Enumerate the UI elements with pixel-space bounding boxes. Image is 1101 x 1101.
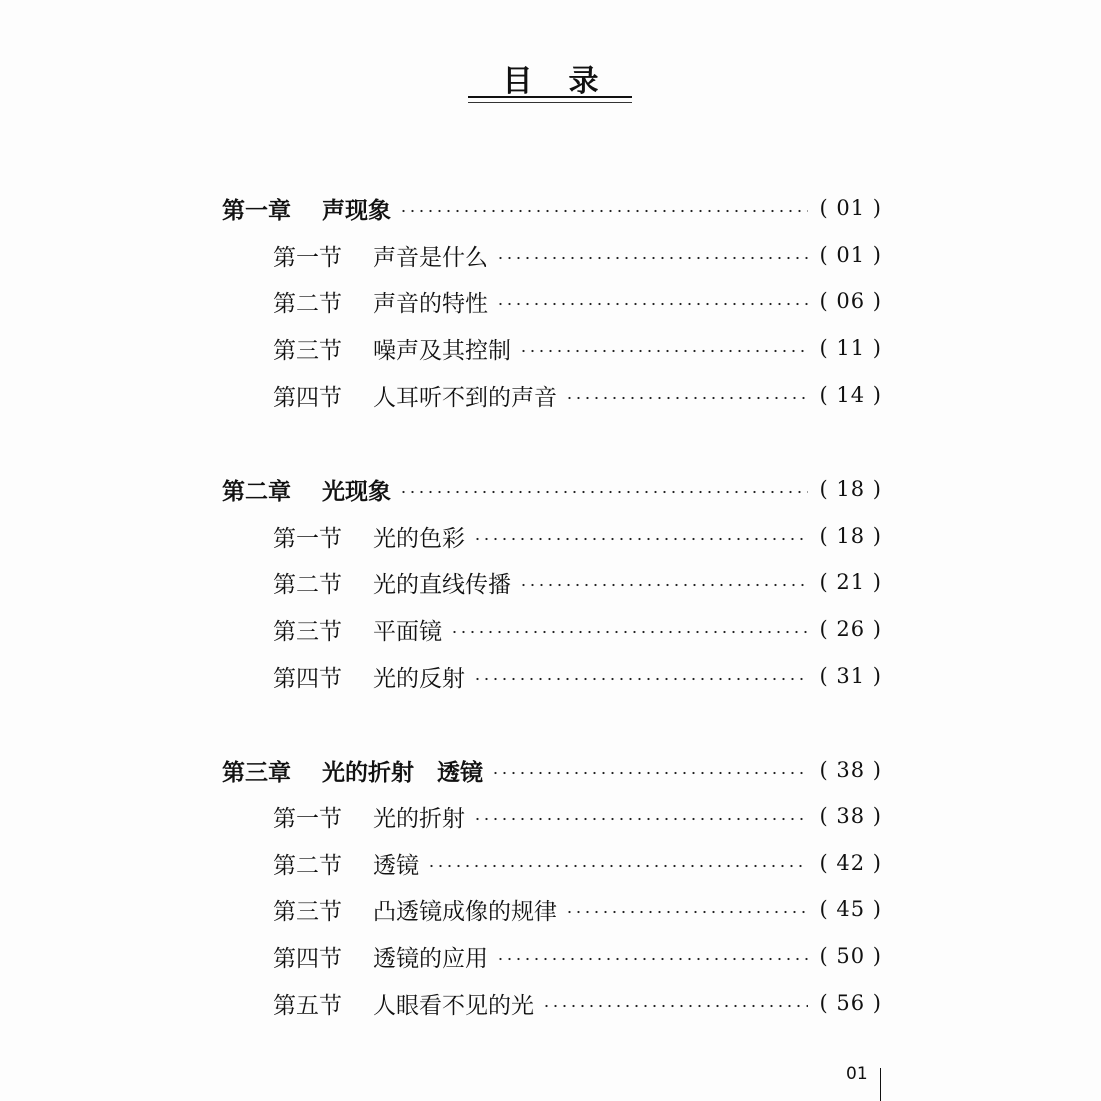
section-number: 第二节 <box>273 290 342 317</box>
dot-leader <box>473 537 808 541</box>
section-page: ( 56 ) <box>819 991 882 1015</box>
dot-leader <box>565 396 808 400</box>
section-number: 第四节 <box>273 665 342 692</box>
toc-section-3-1[interactable] <box>273 800 882 832</box>
dot-leader <box>519 349 808 353</box>
section-title: 透镜的应用 <box>373 945 488 972</box>
section-number: 第四节 <box>273 384 342 411</box>
section-title: 透镜 <box>373 852 419 879</box>
toc-chapter-3[interactable] <box>222 754 882 786</box>
chapter-page: ( 01 ) <box>819 196 882 220</box>
dot-leader <box>450 630 808 634</box>
section-page: ( 31 ) <box>819 664 882 688</box>
section-page: ( 14 ) <box>819 383 882 407</box>
toc-section-1-3[interactable] <box>273 332 882 364</box>
section-page: ( 38 ) <box>819 804 882 828</box>
section-page: ( 26 ) <box>819 617 882 641</box>
section-page: ( 21 ) <box>819 570 882 594</box>
section-number: 第一节 <box>273 525 342 552</box>
dot-leader <box>427 864 808 868</box>
section-page: ( 50 ) <box>819 944 882 968</box>
section-page: ( 01 ) <box>819 243 882 267</box>
section-title: 光的折射 <box>373 805 465 832</box>
section-title: 凸透镜成像的规律 <box>373 898 557 925</box>
chapter-number: 第三章 <box>222 759 291 786</box>
toc-chapter-1[interactable] <box>222 192 882 224</box>
toc-section-1-1[interactable] <box>273 239 882 271</box>
dot-leader <box>473 677 808 681</box>
section-number: 第一节 <box>273 244 342 271</box>
toc-section-2-3[interactable] <box>273 613 882 645</box>
toc-section-3-3[interactable] <box>273 893 882 925</box>
section-number: 第二节 <box>273 571 342 598</box>
dot-leader <box>491 771 808 775</box>
section-number: 第二节 <box>273 852 342 879</box>
chapter-page: ( 38 ) <box>819 758 882 782</box>
section-number: 第一节 <box>273 805 342 832</box>
section-title: 光的反射 <box>373 665 465 692</box>
section-number: 第三节 <box>273 898 342 925</box>
toc-section-2-4[interactable] <box>273 660 882 692</box>
toc-section-2-1[interactable] <box>273 520 882 552</box>
page-number: 01 <box>846 1064 868 1084</box>
toc-section-3-2[interactable] <box>273 847 882 879</box>
dot-leader <box>399 209 808 213</box>
chapter-number: 第一章 <box>222 197 291 224</box>
section-title: 噪声及其控制 <box>373 337 511 364</box>
section-page: ( 42 ) <box>819 851 882 875</box>
section-number: 第四节 <box>273 945 342 972</box>
section-page: ( 11 ) <box>819 336 882 360</box>
toc-section-1-4[interactable] <box>273 379 882 411</box>
dot-leader <box>519 583 808 587</box>
section-title: 光的直线传播 <box>373 571 511 598</box>
dot-leader <box>399 490 808 494</box>
section-title: 声音的特性 <box>373 290 488 317</box>
section-number: 第三节 <box>273 337 342 364</box>
title-underline <box>468 96 632 103</box>
chapter-number: 第二章 <box>222 478 291 505</box>
section-title: 人眼看不见的光 <box>373 992 534 1019</box>
chapter-title: 光的折射 透镜 <box>322 759 483 786</box>
toc-chapter-2[interactable] <box>222 473 882 505</box>
toc-section-2-2[interactable] <box>273 566 882 598</box>
toc-section-3-4[interactable] <box>273 940 882 972</box>
section-page: ( 45 ) <box>819 897 882 921</box>
section-title: 声音是什么 <box>373 244 488 271</box>
section-number: 第三节 <box>273 618 342 645</box>
dot-leader <box>496 256 808 260</box>
dot-leader <box>496 302 808 306</box>
chapter-title: 声现象 <box>322 197 391 224</box>
section-title: 平面镜 <box>373 618 442 645</box>
section-number: 第五节 <box>273 992 342 1019</box>
section-page: ( 18 ) <box>819 524 882 548</box>
chapter-title: 光现象 <box>322 478 391 505</box>
section-title: 人耳听不到的声音 <box>373 384 557 411</box>
toc-section-1-2[interactable] <box>273 285 882 317</box>
folio-rule <box>880 1068 881 1101</box>
dot-leader <box>496 957 808 961</box>
dot-leader <box>473 817 808 821</box>
chapter-page: ( 18 ) <box>819 477 882 501</box>
section-title: 光的色彩 <box>373 525 465 552</box>
page-title: 目录 <box>502 64 635 99</box>
dot-leader <box>542 1004 808 1008</box>
dot-leader <box>565 910 808 914</box>
section-page: ( 06 ) <box>819 289 882 313</box>
toc-section-3-5[interactable] <box>273 987 882 1019</box>
